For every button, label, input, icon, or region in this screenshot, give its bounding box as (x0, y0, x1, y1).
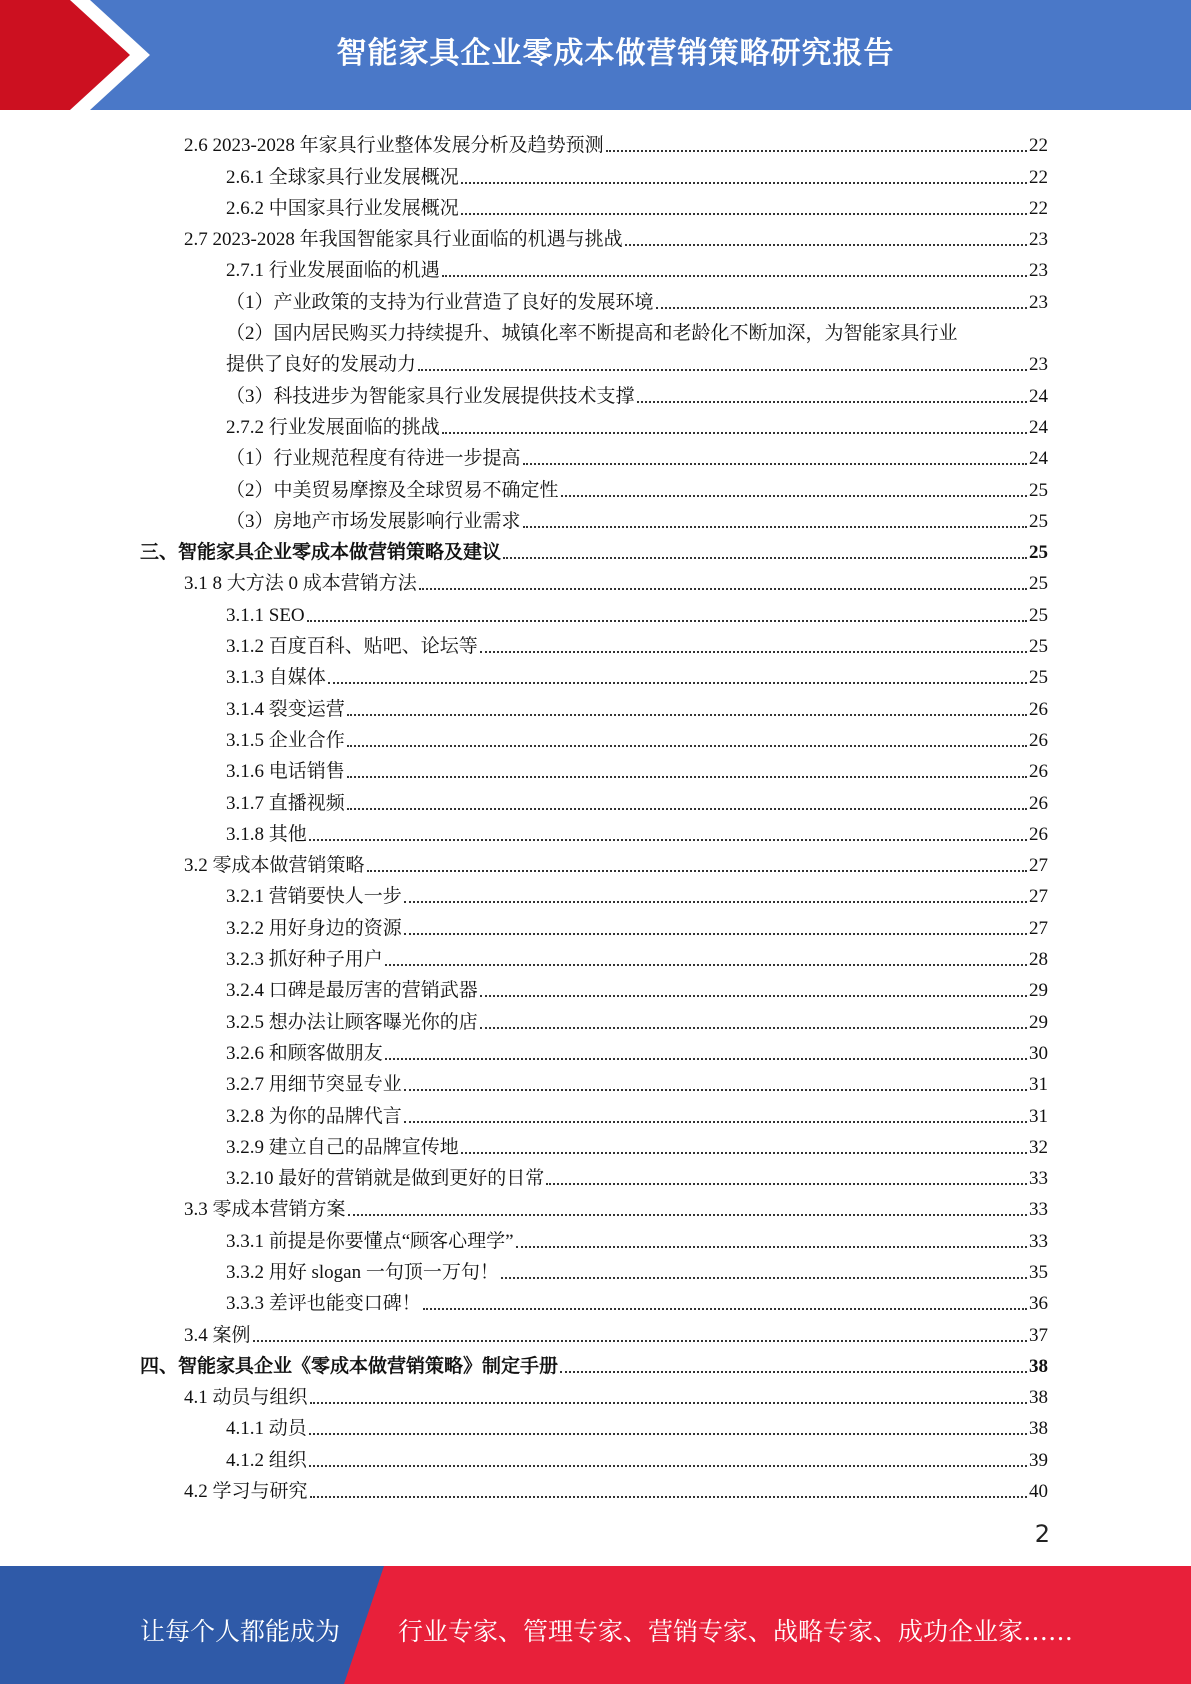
toc-entry-page: 36 (1029, 1293, 1048, 1315)
toc-entry-title: 2.7.1 行业发展面临的机遇 (226, 260, 440, 282)
toc-dot-leader (461, 1152, 1027, 1154)
toc-dot-leader (310, 1496, 1027, 1498)
toc-entry-title: 3.3.1 前提是你要懂点“顾客心理学” (226, 1230, 514, 1252)
toc-entry-title: 2.7.2 行业发展面临的挑战 (226, 416, 440, 438)
toc-entry[interactable] (140, 1379, 1048, 1410)
toc-entry-title: 2.6.1 全球家具行业发展概况 (226, 166, 459, 188)
toc-entry-page: 24 (1029, 416, 1048, 438)
toc-entry-title: 提供了良好的发展动力 (226, 354, 417, 376)
report-title: 智能家具企业零成本做营销策略研究报告 (336, 36, 895, 71)
toc-entry-page: 22 (1029, 166, 1048, 188)
toc-entry-title: （2）中美贸易摩擦及全球贸易不确定性 (226, 479, 559, 501)
toc-entry-page: 26 (1029, 823, 1048, 845)
toc-entry[interactable] (140, 659, 1048, 690)
toc-dot-leader (503, 557, 1027, 559)
toc-entry-title: 4.1 动员与组织 (184, 1387, 308, 1409)
toc-entry[interactable] (140, 127, 1048, 158)
toc-entry-page: 35 (1029, 1261, 1048, 1283)
toc-entry-title: 2.6 2023-2028 年家具行业整体发展分析及趋势预测 (184, 135, 604, 157)
toc-entry[interactable] (140, 1129, 1048, 1160)
toc-entry-page: 22 (1029, 135, 1048, 157)
toc-entry[interactable] (140, 596, 1048, 627)
toc-dot-leader (418, 369, 1027, 371)
toc-entry-title: 3.3 零成本营销方案 (184, 1199, 346, 1221)
toc-entry[interactable] (140, 565, 1048, 596)
toc-entry-title: （1）行业规范程度有待进一步提高 (226, 448, 521, 470)
toc-dot-leader (404, 1121, 1027, 1123)
toc-entry-page: 39 (1029, 1449, 1048, 1471)
toc-entry-title: 3.1.8 其他 (226, 823, 307, 845)
toc-entry-page: 33 (1029, 1199, 1048, 1221)
toc-entry-title: 2.6.2 中国家具行业发展概况 (226, 197, 459, 219)
toc-entry-title: 3.1.5 企业合作 (226, 729, 345, 751)
toc-entry-title: 3.1.1 SEO (226, 604, 305, 626)
toc-entry[interactable] (140, 409, 1048, 440)
toc-entry-title: 3.3.3 差评也能变口碑！ (226, 1293, 421, 1315)
toc-entry-page: 27 (1029, 855, 1048, 877)
toc-entry-title: 4.2 学习与研究 (184, 1481, 308, 1503)
toc-dot-leader (461, 213, 1027, 215)
toc-dot-leader (309, 839, 1027, 841)
toc-entry[interactable] (140, 847, 1048, 878)
toc-dot-leader (442, 275, 1027, 277)
toc-entry-page: 33 (1029, 1230, 1048, 1252)
toc-dot-leader (606, 150, 1027, 152)
toc-entry[interactable] (140, 1441, 1048, 1472)
toc-dot-leader (347, 714, 1027, 716)
toc-entry-page: 32 (1029, 1136, 1048, 1158)
toc-entry[interactable] (140, 252, 1048, 283)
toc-entry[interactable] (140, 690, 1048, 721)
toc-entry[interactable] (140, 283, 1048, 314)
toc-dot-leader (480, 995, 1027, 997)
toc-entry[interactable] (140, 722, 1048, 753)
toc-entry-page: 25 (1029, 636, 1048, 658)
toc-dot-leader (625, 244, 1027, 246)
toc-entry-title: 3.1.6 电话销售 (226, 761, 345, 783)
toc-entry-title: 3.1.4 裂变运营 (226, 698, 345, 720)
toc-entry-page: 25 (1029, 604, 1048, 626)
toc-entry-page: 26 (1029, 761, 1048, 783)
toc-entry-page: 40 (1029, 1481, 1048, 1503)
toc-entry-title: 3.2.8 为你的品牌代言 (226, 1105, 402, 1127)
toc-entry-title: 3.2.10 最好的营销就是做到更好的日常 (226, 1168, 545, 1190)
toc-dot-leader (461, 182, 1027, 184)
toc-entry[interactable] (140, 377, 1048, 408)
toc-entry-page: 24 (1029, 385, 1048, 407)
footer-slogan-right: 行业专家、管理专家、营销专家、战略专家、成功企业家…… (398, 1617, 1074, 1646)
toc-dot-leader (560, 1371, 1027, 1373)
toc-entry-page: 38 (1029, 1418, 1048, 1440)
toc-dot-leader (442, 432, 1027, 434)
toc-entry-page: 25 (1029, 510, 1048, 532)
toc-dot-leader (309, 1465, 1027, 1467)
toc-entry-title: 3.3.2 用好 slogan 一句顶一万句！ (226, 1261, 499, 1283)
toc-entry-page: 25 (1029, 667, 1048, 689)
toc-entry-title: 3.4 案例 (184, 1324, 251, 1346)
toc-dot-leader (385, 964, 1027, 966)
toc-entry[interactable] (140, 1473, 1048, 1504)
toc-entry-page: 26 (1029, 698, 1048, 720)
toc-entry[interactable] (140, 1191, 1048, 1222)
toc-dot-leader (404, 901, 1027, 903)
toc-dot-leader (367, 870, 1027, 872)
toc-entry[interactable] (140, 1097, 1048, 1128)
toc-entry[interactable] (140, 1348, 1048, 1379)
toc-dot-leader (404, 933, 1027, 935)
toc-dot-leader (347, 808, 1027, 810)
toc-entry[interactable] (140, 816, 1048, 847)
toc-entry[interactable] (140, 315, 1048, 346)
toc-entry[interactable] (140, 1222, 1048, 1253)
page-number: 2 (1034, 1520, 1050, 1548)
toc-entry-title: 4.1.1 动员 (226, 1418, 307, 1440)
footer-slogan-left: 让每个人都能成为 (140, 1617, 341, 1646)
toc-entry[interactable] (140, 346, 1048, 377)
footer-banner (0, 1566, 1191, 1684)
toc-entry-title: 3.2.4 口碑是最厉害的营销武器 (226, 980, 478, 1002)
toc-entry-page: 28 (1029, 949, 1048, 971)
toc-entry[interactable] (140, 878, 1048, 909)
toc-dot-leader (501, 1277, 1027, 1279)
toc-entry-page: 23 (1029, 291, 1048, 313)
toc-entry[interactable] (140, 1316, 1048, 1347)
toc-entry-page: 31 (1029, 1074, 1048, 1096)
toc-dot-leader (546, 1183, 1027, 1185)
toc-entry[interactable] (140, 1160, 1048, 1191)
toc-entry[interactable] (140, 941, 1048, 972)
toc-entry-title: 3.2 零成本做营销策略 (184, 855, 365, 877)
toc-entry[interactable] (140, 1254, 1048, 1285)
toc-entry-title: 4.1.2 组织 (226, 1449, 307, 1471)
toc-entry-page: 25 (1029, 542, 1048, 564)
toc-dot-leader (637, 401, 1027, 403)
toc-dot-leader (307, 620, 1027, 622)
toc-entry[interactable] (140, 440, 1048, 471)
toc-entry-page: 25 (1029, 573, 1048, 595)
toc-dot-leader (423, 1308, 1027, 1310)
toc-entry-page: 25 (1029, 479, 1048, 501)
toc-entry-title: 3.2.5 想办法让顾客曝光你的店 (226, 1011, 478, 1033)
toc-dot-leader (347, 745, 1027, 747)
toc-dot-leader (419, 588, 1027, 590)
toc-entry-page: 23 (1029, 260, 1048, 282)
toc-entry-page: 22 (1029, 197, 1048, 219)
toc-dot-leader (480, 1027, 1027, 1029)
toc-entry-page: 30 (1029, 1042, 1048, 1064)
toc-entry-page: 29 (1029, 1011, 1048, 1033)
toc-entry-title: 3.1.2 百度百科、贴吧、论坛等 (226, 636, 478, 658)
toc-entry-title: 3.1.3 自媒体 (226, 667, 326, 689)
toc-dot-leader (561, 495, 1027, 497)
toc-entry-title: 3.2.2 用好身边的资源 (226, 917, 402, 939)
toc-entry[interactable] (140, 503, 1048, 534)
toc-entry-title: 3.2.7 用细节突显专业 (226, 1074, 402, 1096)
toc-entry-title: 3.2.6 和顾客做朋友 (226, 1042, 383, 1064)
toc-dot-leader (523, 463, 1027, 465)
toc-entry-title: 四、智能家具企业《零成本做营销策略》制定手册 (140, 1355, 559, 1377)
toc-entry[interactable] (140, 753, 1048, 784)
toc-entry-title: （3）科技进步为智能家具行业发展提供技术支撑 (226, 385, 635, 407)
toc-dot-leader (404, 1089, 1027, 1091)
toc-entry-page: 26 (1029, 792, 1048, 814)
toc-dot-leader (480, 651, 1027, 653)
toc-entry-page: 29 (1029, 980, 1048, 1002)
toc-entry-title: 3.1.7 直播视频 (226, 792, 345, 814)
toc-entry-page: 38 (1029, 1355, 1048, 1377)
toc-entry-page: 23 (1029, 354, 1048, 376)
toc-entry[interactable] (140, 1003, 1048, 1034)
toc-entry[interactable] (140, 628, 1048, 659)
toc-entry-page: 27 (1029, 917, 1048, 939)
table-of-contents (140, 127, 1048, 1504)
toc-entry[interactable] (140, 221, 1048, 252)
toc-entry-page: 37 (1029, 1324, 1048, 1346)
toc-entry[interactable] (140, 972, 1048, 1003)
toc-dot-leader (348, 1214, 1027, 1216)
toc-entry[interactable] (140, 1066, 1048, 1097)
toc-entry[interactable] (140, 534, 1048, 565)
toc-entry-page: 26 (1029, 729, 1048, 751)
header-banner (0, 0, 1191, 110)
toc-entry-title: （3）房地产市场发展影响行业需求 (226, 510, 521, 532)
toc-entry-title: （1）产业政策的支持为行业营造了良好的发展环境 (226, 291, 654, 313)
toc-entry[interactable] (140, 190, 1048, 221)
toc-dot-leader (347, 776, 1027, 778)
toc-dot-leader (309, 1433, 1027, 1435)
toc-entry-page: 27 (1029, 886, 1048, 908)
toc-entry-title: （2）国内居民购买力持续提升、城镇化率不断提高和老龄化不断加深，为智能家具行业 (226, 323, 958, 345)
toc-entry-title: 3.2.9 建立自己的品牌宣传地 (226, 1136, 459, 1158)
toc-dot-leader (328, 682, 1027, 684)
toc-entry[interactable] (140, 1035, 1048, 1066)
toc-dot-leader (523, 526, 1027, 528)
toc-entry-page: 24 (1029, 448, 1048, 470)
toc-entry-page: 23 (1029, 229, 1048, 251)
toc-entry-title: 3.1 8 大方法 0 成本营销方法 (184, 573, 417, 595)
toc-entry[interactable] (140, 1410, 1048, 1441)
toc-entry[interactable] (140, 471, 1048, 502)
toc-entry-page: 31 (1029, 1105, 1048, 1127)
toc-entry[interactable] (140, 909, 1048, 940)
toc-entry-page: 33 (1029, 1168, 1048, 1190)
toc-entry[interactable] (140, 1285, 1048, 1316)
toc-dot-leader (253, 1340, 1027, 1342)
toc-entry[interactable] (140, 158, 1048, 189)
toc-entry-title: 3.2.3 抓好种子用户 (226, 949, 383, 971)
toc-entry-title: 3.2.1 营销要快人一步 (226, 886, 402, 908)
toc-dot-leader (385, 1058, 1027, 1060)
toc-dot-leader (656, 307, 1027, 309)
toc-entry-page: 38 (1029, 1387, 1048, 1409)
toc-dot-leader (516, 1246, 1027, 1248)
toc-entry[interactable] (140, 784, 1048, 815)
toc-entry-title: 2.7 2023-2028 年我国智能家具行业面临的机遇与挑战 (184, 229, 623, 251)
toc-entry-title: 三、智能家具企业零成本做营销策略及建议 (140, 542, 502, 564)
toc-dot-leader (310, 1402, 1027, 1404)
